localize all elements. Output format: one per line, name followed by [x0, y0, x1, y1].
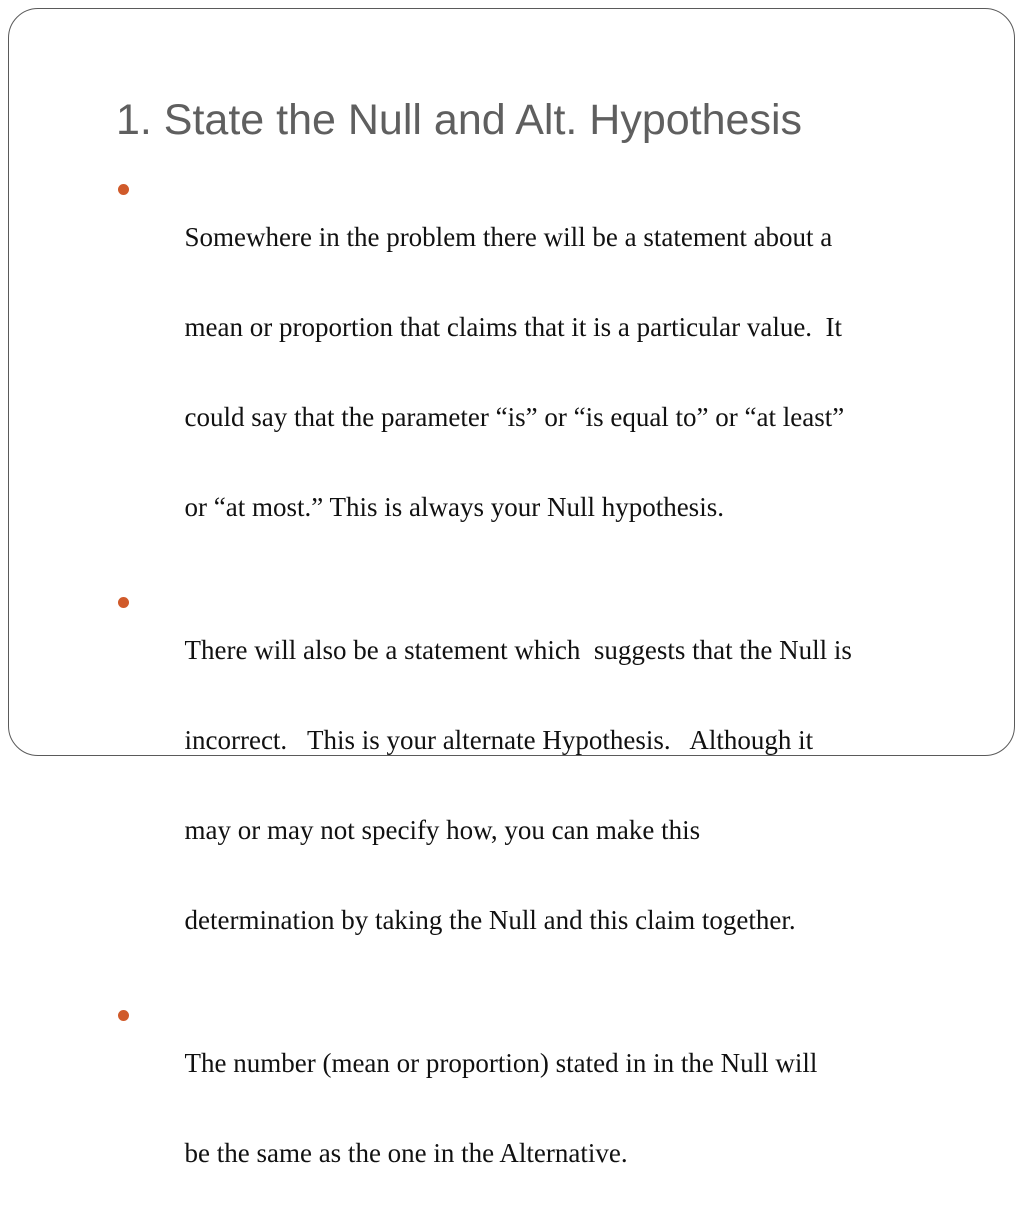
bullet-dot-icon: [118, 184, 129, 195]
bullet-dot-icon: [118, 1010, 129, 1021]
slide-title: 1. State the Null and Alt. Hypothesis: [116, 96, 803, 144]
bullet-line: Somewhere in the problem there will be a statement about a: [184, 222, 833, 252]
bullet-text: [144, 583, 988, 988]
bullet-text: [144, 996, 988, 1221]
bullet-line: be the same as the one in the Alternative.: [184, 1138, 628, 1168]
bullet-line: The number (mean or proportion) stated in in the Null will: [184, 1048, 818, 1078]
bullet-item-null-statement: [118, 170, 988, 575]
bullet-item-same-number: [118, 996, 988, 1221]
bullet-text: [144, 170, 988, 575]
bullet-line: may or may not specify how, you can make this: [184, 815, 701, 845]
bullet-line: incorrect. This is your alternate Hypothesis. Although it: [184, 725, 814, 755]
bullet-line: could say that the parameter “is” or “is equal to” or “at least”: [184, 402, 845, 432]
bullet-line: determination by taking the Null and this claim together.: [184, 905, 796, 935]
bullet-line: or “at most.” This is always your Null hypothesis.: [184, 492, 724, 522]
bullet-dot-icon: [118, 597, 129, 608]
bullet-item-alternate-statement: [118, 583, 988, 988]
bullet-line: mean or proportion that claims that it is a particular value. It: [184, 312, 843, 342]
bullet-list: [118, 170, 988, 1229]
bullet-line: There will also be a statement which suggests that the Null is: [184, 635, 852, 665]
